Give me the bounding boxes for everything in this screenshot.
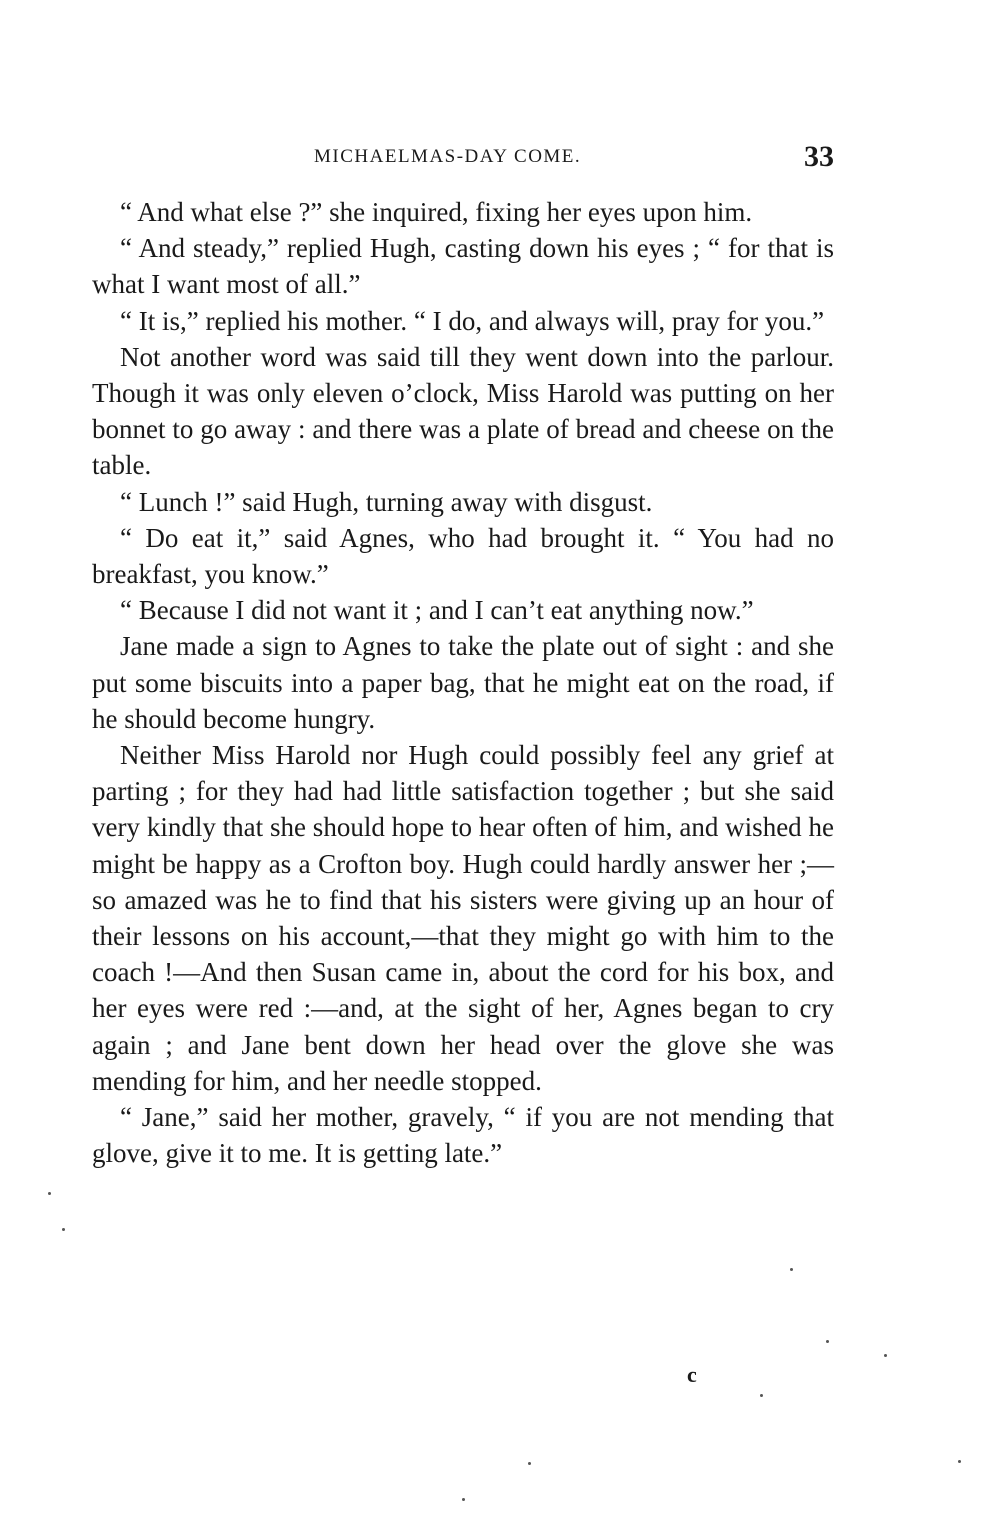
paragraph: “ Lunch !” said Hugh, turning away with disgust.: [120, 486, 653, 517]
paragraph: Jane made a sign to Agnes to take the plate out of sight : and she put some biscuits into a paper bag, that he might eat on the road, if he should become hungry.: [92, 631, 834, 734]
paper-speck: [958, 1460, 961, 1463]
running-header: [92, 140, 834, 180]
paragraph: “ Jane,” said her mother, gravely, “ if you are not mending that glove, give it to me. It is getting late.”: [92, 1102, 834, 1169]
paragraph: Not another word was said till they went down into the parlour. Though it was only eleven o’clock, Miss Harold was putting on her bonnet to go away : and there was a plate of bread and cheese on the table.: [92, 341, 834, 481]
paragraph: Neither Miss Harold nor Hugh could possibly feel any grief at parting ; for they had had little satisfaction together ; but she said very kindly that she should hope to hear often of him, and wished he might be happy as a Crofton boy. Hugh could hardly answer her ;—so amazed was he to find that his sisters were giving up an hour of their lessons on his account,—that they might go with him to the coach !—And then Susan came in, about the cord for his box, and her eyes were red :—and, at the sight of her, Agnes began to cry again ; and Jane bent down her head over the glove she was mending for him, and her needle stopped.: [92, 740, 834, 1096]
running-title: MICHAELMAS-DAY COME.: [314, 146, 582, 167]
paragraph: “ It is,” replied his mother. “ I do, and always will, pray for you.”: [120, 305, 825, 336]
signature-mark: c: [687, 1362, 697, 1387]
page-number: 33: [804, 140, 834, 173]
paper-speck: [62, 1228, 65, 1231]
paper-speck: [462, 1498, 465, 1501]
paragraph: “ Do eat it,” said Agnes, who had brought it. “ You had no breakfast, you know.”: [92, 522, 834, 590]
paragraph: “ And steady,” replied Hugh, casting down his eyes ; “ for that is what I want most of all.”: [92, 233, 834, 300]
paragraph: “ Because I did not want it ; and I can’t eat anything now.”: [120, 595, 754, 626]
body-text: [92, 194, 834, 1171]
paper-speck: [760, 1394, 763, 1397]
paper-speck: [528, 1462, 531, 1465]
paper-speck: [826, 1340, 829, 1343]
paper-speck: [48, 1192, 51, 1195]
paper-speck: [790, 1268, 793, 1271]
paper-speck: [884, 1354, 887, 1357]
paragraph: “ And what else ?” she inquired, fixing her eyes upon him.: [120, 197, 753, 227]
